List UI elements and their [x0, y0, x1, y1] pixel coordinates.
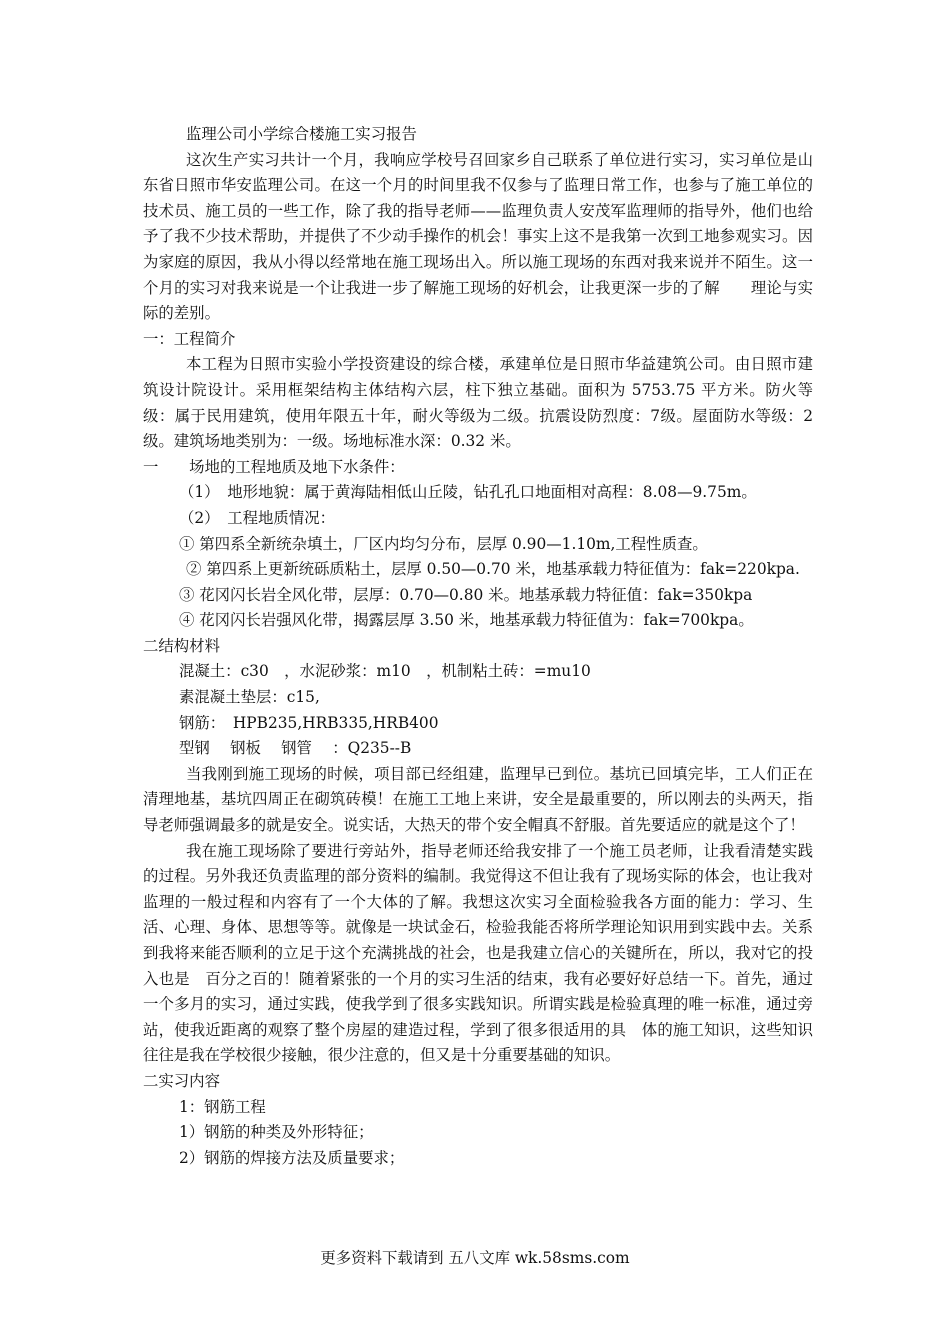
internship-item: 1：钢筋工程	[179, 1097, 266, 1116]
material-item: 素混凝土垫层：c15,	[179, 688, 320, 707]
geology-item: （2） 工程地质情况：	[179, 508, 335, 527]
section-heading-overview: 一：工程简介	[143, 329, 236, 348]
material-item: 型钢 钢板 钢管 ：Q235--B	[179, 739, 412, 758]
document-body	[143, 122, 813, 1171]
intro-paragraph: 这次生产实习共计一个月，我响应学校号召回家乡自己联系了单位进行实习，实习单位是山东省日照市华安监理公司。在这一个月的时间里我不仅参与了监理日常工作，也参与了施工单位的技术员、施工员的一些工作，除了我的指导老师——监理负责人安茂军监理师的指导外，他们也给予了我不少技术帮助，并提供了不少动手操作的机会！事实上这不是我第一次到工地参观实习。因为家庭的原因，我从小得以经常地在施工现场出入。所以施工现场的东西对我来说并不陌生。这一个月的实习对我来说是一个让我进一步了解施工现场的好机会，让我更深一步的了解 理论与实际的差别。	[143, 150, 813, 323]
section-heading-materials: 二结构材料	[143, 636, 220, 655]
internship-item: 2）钢筋的焊接方法及质量要求；	[179, 1148, 405, 1167]
internship-item: 1）钢筋的种类及外形特征；	[179, 1123, 374, 1142]
section-heading-internship: 二实习内容	[143, 1071, 220, 1090]
material-item: 钢筋： HPB235,HRB335,HRB400	[179, 713, 439, 732]
geology-item: ② 第四系上更新统砾质粘土，层厚 0.50—0.70 米，地基承载力特征值为：fak=220kpa.	[186, 560, 800, 579]
work-summary-paragraph: 我在施工现场除了要进行旁站外，指导老师还给我安排了一个施工员老师，让我看清楚实践的过程。另外我还负责监理的部分资料的编制。我觉得这不但让我有了现场实际的体会，也让我对监理的一般过程和内容有了一个大体的了解。我想这次实习全面检验我各方面的能力：学习、生活、心理、身体、思想等等。就像是一块试金石，检验我能否将所学理论知识用到实践中去。关系到我将来能否顺利的立足于这个充满挑战的社会，也是我建立信心的关键所在，所以，我对它的投入也是 百分之百的！随着紧张的一个月的实习生活的结束，我有必要好好总结一下。首先，通过一个多月的实习，通过实践，使我学到了很多实践知识。所谓实践是检验真理的唯一标准，通过旁站，使我近距离的观察了整个房屋的建造过程，学到了很多很适用的具 体的施工知识，这些知识往往是我在学校很少接触，很少注意的，但又是十分重要基础的知识。	[143, 841, 813, 1065]
document-title: 监理公司小学综合楼施工实习报告	[186, 125, 417, 143]
geology-item: ① 第四系全新统杂填土，厂区内均匀分布，层厚 0.90—1.10m,工程性质查。	[179, 534, 708, 553]
site-arrival-paragraph: 当我刚到施工现场的时候，项目部已经组建，监理早已到位。基坑已回填完毕，工人们正在清理地基，基坑四周正在砌筑砖模！在施工工地上来讲，安全是最重要的，所以刚去的头两天，指导老师强调最多的就是安全。说实话，大热天的带个安全帽真不舒服。首先要适应的就是这个了！	[143, 764, 813, 835]
material-item: 混凝土：c30 ，水泥砂浆：m10 ，机制粘土砖：=mu10	[179, 662, 591, 681]
overview-paragraph: 本工程为日照市实验小学投资建设的综合楼，承建单位是日照市华益建筑公司。由日照市建筑设计院设计。采用框架结构主体结构六层，柱下独立基础。面积为 5753.75 平方米。防火等级：属于民用建筑，使用年限五十年，耐火等级为二级。抗震设防烈度：7级。屋面防水等级：2级。建筑场地类别为：一级。场地标准水深：0.32 米。	[143, 355, 813, 451]
section-heading-geology: 一 场地的工程地质及地下水条件：	[143, 457, 405, 476]
geology-item: ④ 花冈闪长岩强风化带，揭露层厚 3.50 米，地基承载力特征值为：fak=700kpa。	[179, 611, 754, 630]
geology-item: （1） 地形地貌：属于黄海陆相低山丘陵，钻孔孔口地面相对高程：8.08—9.75m。	[179, 483, 757, 502]
page-footer: 更多资料下载请到 五八文库 wk.58sms.com	[320, 1249, 630, 1267]
geology-item: ③ 花冈闪长岩全风化带，层厚：0.70—0.80 米。地基承载力特征值：fak=350kpa	[179, 585, 753, 604]
